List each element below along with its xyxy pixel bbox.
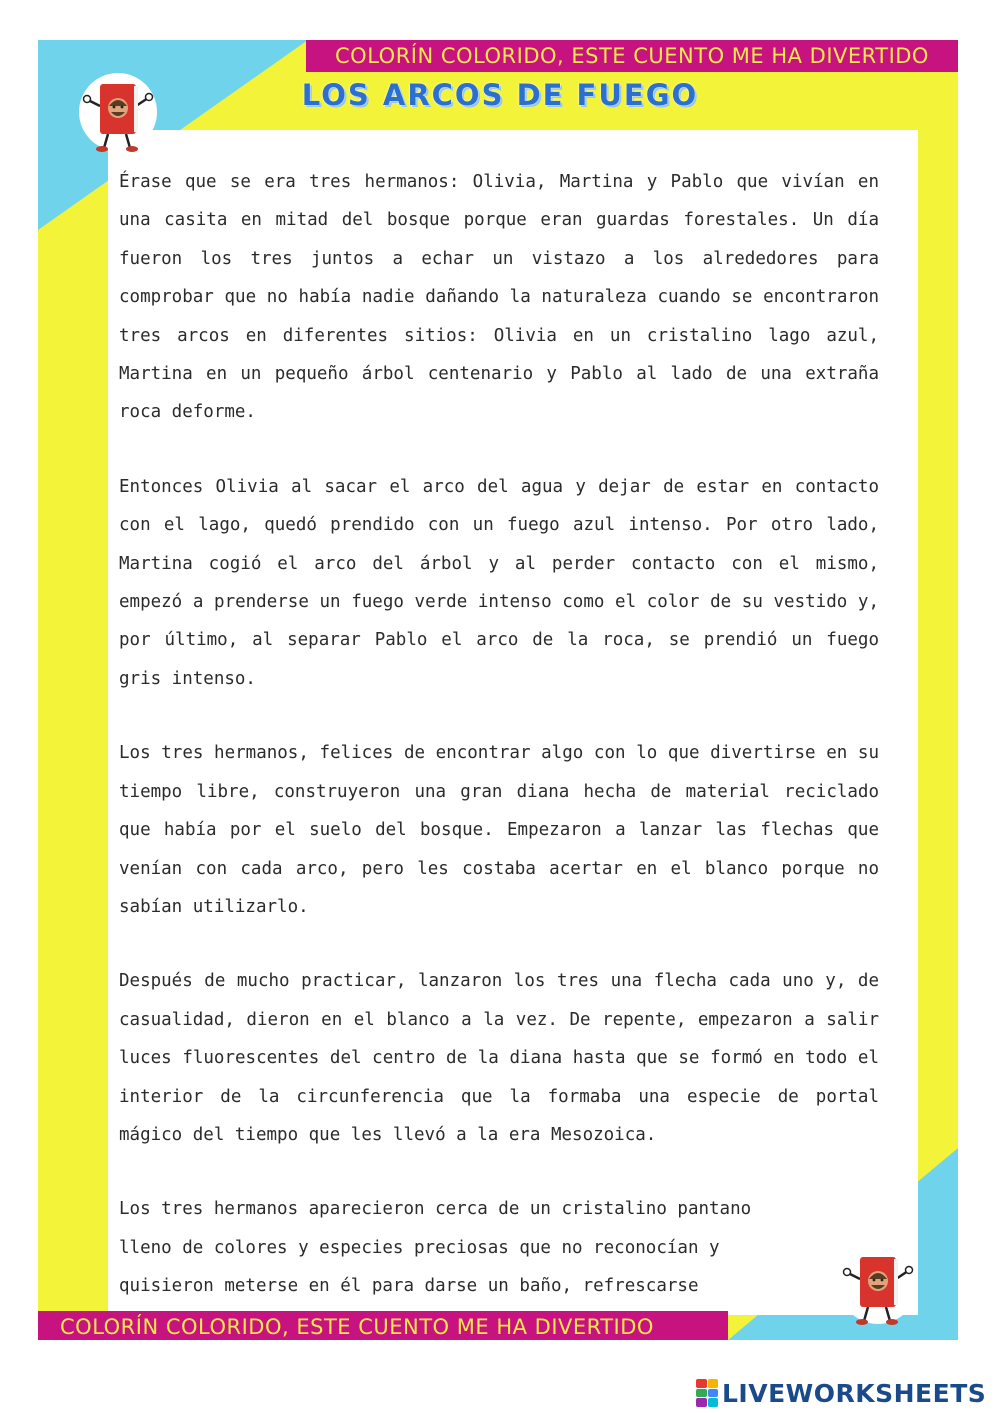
story-title: LOS ARCOS DE FUEGO (301, 78, 699, 112)
liveworksheets-logo-icon (696, 1379, 718, 1407)
story-paragraph: Los tres hermanos aparecieron cerca de un cristalino pantano lleno de colores y especies preciosas que no reconocían y quisieron meterse en él para darse un baño, refrescarse (119, 1199, 752, 1297)
footer-banner: COLORÍN COLORIDO, ESTE CUENTO ME HA DIVERTIDO (38, 1311, 728, 1340)
story-paragraph: Los tres hermanos, felices de encontrar algo con lo que divertirse en su tiempo libre, construyeron una gran diana hecha de material reciclado que había por el suelo del bosque. Empezaron a lanzar las flechas que venían con cada arco, pero les costaba acertar en el blanco porque no sabían utilizarlo. (119, 743, 879, 917)
story-paragraph: Érase que se era tres hermanos: Olivia, Martina y Pablo que vivían en una casita en mitad del bosque porque eran guardas forestales. Un día fueron los tres juntos a echar un vistazo a los alrededores para comprobar que no había nadie dañando la naturaleza cuando se encontraron tres arcos en diferentes sitios: Olivia en un cristalino lago azul, Martina en un pequeño árbol centenario y Pablo al lado de una extraña roca deforme. (119, 172, 879, 423)
story-paragraph: Después de mucho practicar, lanzaron los tres una flecha cada uno y, de casualidad, dieron en el blanco a la vez. De repente, empezaron a salir luces fluorescentes del centro de la diana hasta que se formó en todo el interior de la circunferencia que la formaba una especie de portal mágico del tiempo que les llevó a la era Mesozoica. (119, 971, 879, 1145)
liveworksheets-logo[interactable] (696, 1376, 986, 1410)
header-banner: COLORÍN COLORIDO, ESTE CUENTO ME HA DIVERTIDO (306, 40, 958, 72)
story-body (119, 163, 879, 1306)
brand-name: LIVEWORKSHEETS (722, 1378, 987, 1408)
story-paragraph: Entonces Olivia al sacar el arco del agua y dejar de estar en contacto con el lago, quedó prendido con un fuego azul intenso. Por otro lado, Martina cogió el arco del árbol y al perder contacto con el mismo, empezó a prenderse un fuego verde intenso como el color de su vestido y, por último, al separar Pablo el arco de la roca, se prendió un fuego gris intenso. (119, 476, 879, 689)
